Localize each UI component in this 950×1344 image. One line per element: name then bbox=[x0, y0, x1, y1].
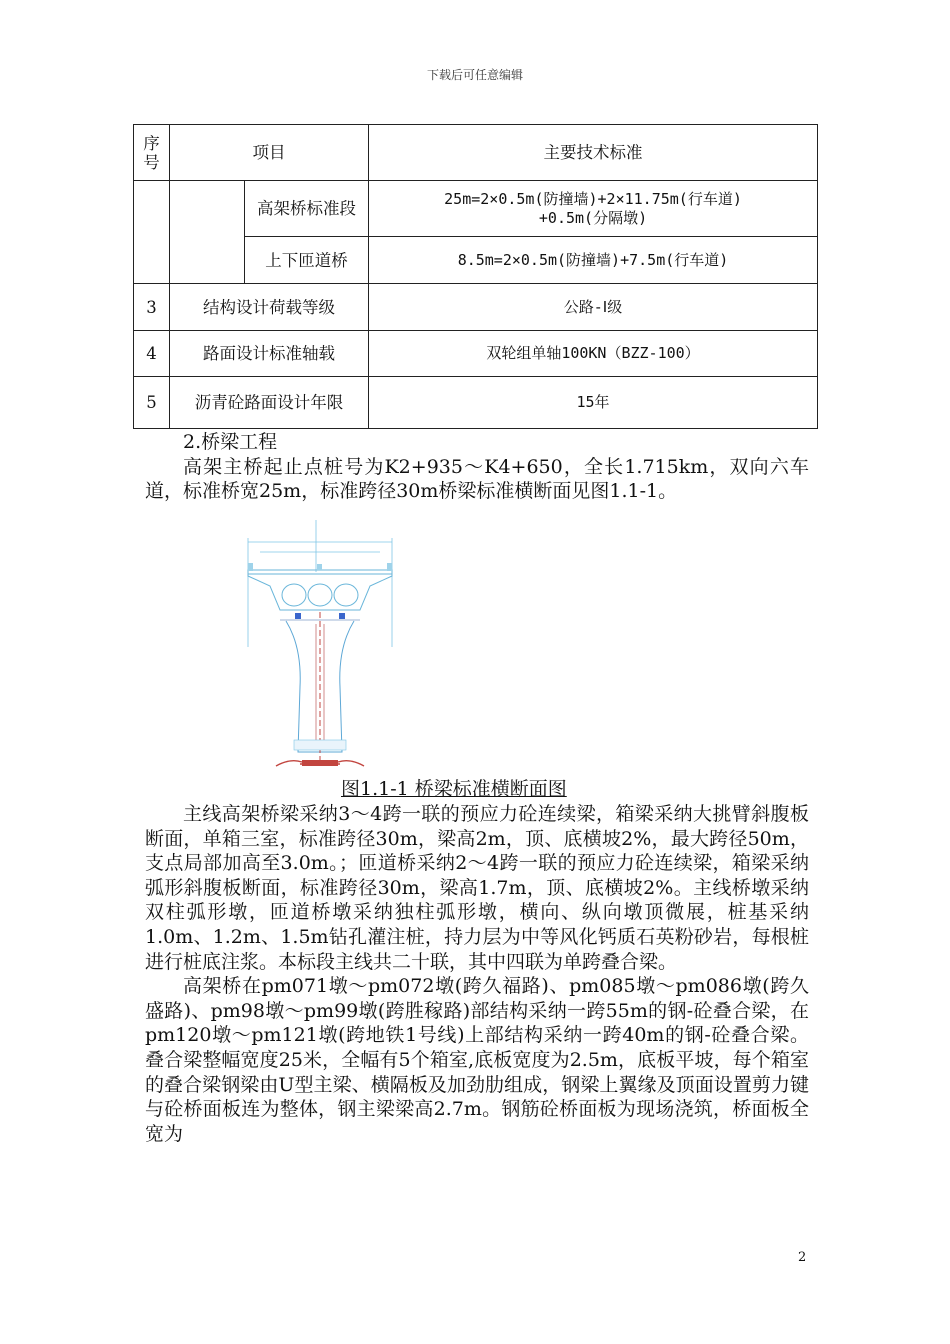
table-row bbox=[134, 181, 818, 237]
table-header-row bbox=[134, 125, 818, 181]
row-value bbox=[369, 181, 818, 237]
bridge-cross-section-figure bbox=[240, 512, 400, 774]
page-number: 2 bbox=[798, 1250, 807, 1265]
row-no: 3 bbox=[134, 284, 170, 331]
body-paragraph-1: 主线高架桥梁采纳3～4跨一联的预应力砼连续梁，箱梁采纳大挑臂斜腹板断面，单箱三室，标准跨径30m，梁高2m，顶、底横坡2%，最大跨径50m，支点局部加高至3.0m。；匝道桥采纳2～4跨一联的预应力砼连续梁，箱梁采纳弧形斜腹板断面，标准跨径30m，梁高1.7m，顶、底横坡2%。主线桥墩采纳双柱弧形墩，匝道桥墩采纳独柱弧形墩，横向、纵向墩顶微展，桩基采纳1.0m、1.2m、1.5m钻孔灌注桩，持力层为中等风化钙质石英粉砂岩，每根桩进行桩底注浆。本标段主线共二十联，其中四联为单跨叠合梁。 bbox=[145, 803, 809, 973]
row-value: 公路-Ⅰ级 bbox=[369, 284, 818, 331]
intro-paragraph: 高架主桥起止点桩号为K2+935～K4+650，全长1.715km，双向六车道，标准桥宽25m，标准跨径30m桥梁标准横断面见图1.1-1。 bbox=[145, 455, 809, 503]
table-row bbox=[134, 284, 818, 331]
row-value: 8.5m=2×0.5m(防撞墙)+7.5m(行车道) bbox=[369, 237, 818, 284]
row-value-line1: 25m=2×0.5m(防撞墙)+2×11.75m(行车道) bbox=[444, 189, 742, 208]
row-no: 4 bbox=[134, 331, 170, 377]
body-paragraph-2: 高架桥在pm071墩～pm072墩(跨久福路)、pm085墩～pm086墩(跨久盛路)、pm98墩～pm99墩(跨胜稼路)部结构采纳一跨55m的钢-砼叠合梁，在pm120墩～pm121墩(跨地铁1号线)上部结构采纳一跨40m的钢-砼叠合梁。叠合梁整幅宽度25米，全幅有5个箱室,底板宽度为2.5m，底板平坡，每个箱室的叠合梁钢梁由U型主梁、横隔板及加劲肋组成，钢梁上翼缘及顶面设置剪力键与砼桥面板连为整体，钢主梁梁高2.7m。钢筋砼桥面板为现场浇筑，桥面板全宽为 bbox=[145, 975, 809, 1145]
row-value: 双轮组单轴100KN（BZZ-100） bbox=[369, 331, 818, 377]
row-no-empty bbox=[134, 181, 170, 284]
section-title: 2.桥梁工程 bbox=[183, 431, 278, 453]
body-text bbox=[145, 802, 809, 1146]
intro-block bbox=[145, 430, 809, 504]
header-standard: 主要技术标准 bbox=[369, 125, 818, 181]
row-no: 5 bbox=[134, 377, 170, 429]
row-value-line2: +0.5m(分隔墩) bbox=[538, 208, 648, 227]
header-no: 序号 bbox=[134, 125, 170, 181]
row-item: 沥青砼路面设计年限 bbox=[170, 377, 369, 429]
table-row bbox=[134, 331, 818, 377]
table-row bbox=[134, 377, 818, 429]
header-item: 项目 bbox=[170, 125, 369, 181]
row-item: 路面设计标准轴载 bbox=[170, 331, 369, 377]
row-value: 15年 bbox=[369, 377, 818, 429]
row-item: 结构设计荷载等级 bbox=[170, 284, 369, 331]
row-sub-item: 上下匝道桥 bbox=[245, 237, 369, 284]
row-item-empty bbox=[170, 181, 245, 284]
page-header: 下载后可任意编辑 bbox=[426, 68, 523, 82]
technical-standards-table bbox=[133, 124, 818, 429]
figure-caption: 图1.1-1 桥梁标准横断面图 bbox=[341, 778, 567, 800]
row-sub-item: 高架桥标准段 bbox=[245, 181, 369, 237]
